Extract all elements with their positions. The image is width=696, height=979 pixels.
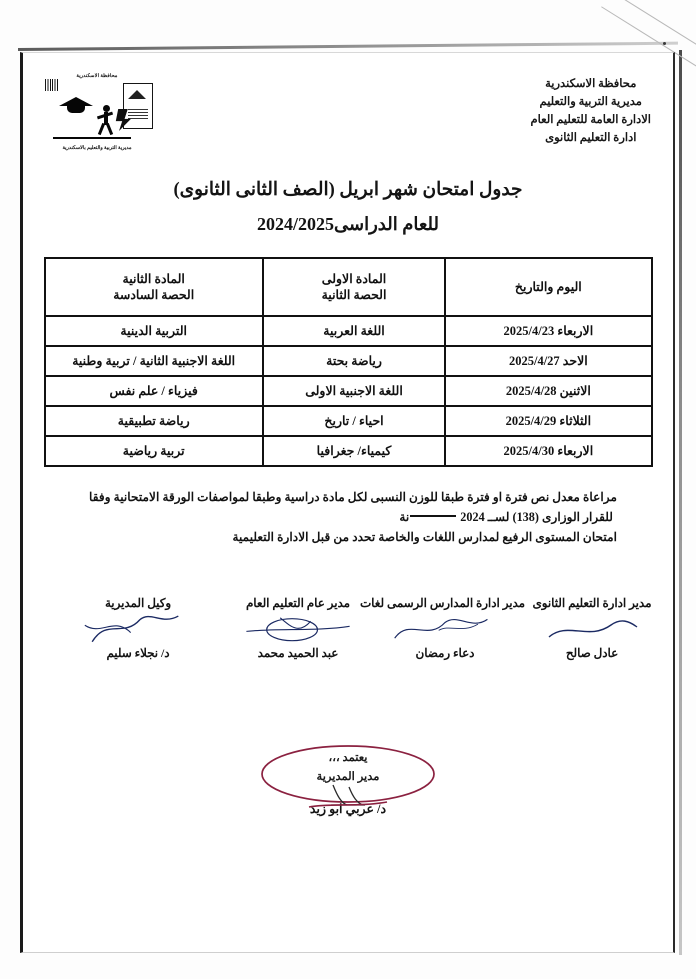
table-header-row	[46, 259, 651, 317]
signature-general-education-director	[223, 595, 373, 661]
handwritten-signature-icon	[537, 611, 647, 645]
table-row	[46, 407, 651, 437]
note-line-1: مراعاة معدل نص فترة او فترة طبقا للوزن النسبى لكل مادة دراسية وطبقا لمواصفات الورقة الامتحانية وفقا	[89, 490, 617, 504]
notes-block	[63, 487, 617, 547]
approval-handwritten-mark-icon	[303, 783, 393, 809]
handwritten-signature-icon	[243, 611, 353, 645]
column-header-day-date	[444, 259, 650, 317]
note-line-3: امتحان المستوى الرفيع لمدارس اللغات والخاصة تحدد من قبل الادارة التعليمية	[232, 530, 617, 544]
signature-secondary-education-director	[517, 595, 667, 661]
handwritten-signature-icon	[390, 611, 500, 645]
cell-subject-two: التربية الدينية	[46, 317, 262, 347]
approval-name: د/ عربي ابو زيد	[309, 802, 387, 816]
header-s1-line1: المادة الاولى	[321, 272, 387, 286]
table-row	[46, 347, 651, 377]
exam-schedule-table	[44, 257, 653, 467]
table-row	[46, 317, 651, 347]
header-date-line1: اليوم والتاريخ	[514, 280, 582, 294]
handwritten-signature-icon	[83, 611, 193, 645]
approval-block	[228, 749, 468, 817]
note-decree-prefix: للقرار الوزارى (138) لســ	[487, 510, 613, 524]
signature-name: د/ نجلاء سليم	[106, 646, 170, 660]
cell-subject-one: اللغة الاجنبية الاولى	[262, 377, 444, 407]
signature-directorate-deputy	[73, 595, 203, 661]
note-dash-filler	[410, 515, 456, 517]
note-decree-year: 2024	[460, 510, 485, 524]
graduation-cap-icon	[59, 97, 93, 107]
org-line-governorate: محافظة الاسكندرية	[545, 78, 637, 90]
organization-header	[531, 75, 651, 147]
cell-date: الاربعاء 2025/4/30	[444, 437, 650, 465]
signature-name: دعاء رمضان	[415, 646, 475, 660]
table-row	[46, 377, 651, 407]
header-s2-line2: الحصة السادسة	[113, 288, 195, 302]
signature-row	[23, 595, 673, 691]
column-header-subject-one	[262, 259, 444, 317]
cell-date: الثلاثاء 2025/4/29	[444, 407, 650, 437]
scan-edge-top	[18, 42, 678, 51]
org-line-secondary-admin: ادارة التعليم الثانوى	[545, 132, 637, 144]
student-figure-icon	[95, 105, 117, 133]
cell-subject-one: رياضة بحتة	[262, 347, 444, 377]
scan-edge-right	[679, 50, 682, 955]
note-line-2	[63, 507, 617, 527]
org-line-general-admin: الادارة العامة للتعليم العام	[530, 114, 651, 126]
header-s1-line2: الحصة الثانية	[321, 288, 387, 302]
logo-top-text: محافظة الاسكندرية	[76, 73, 118, 79]
page-title	[23, 175, 673, 239]
signature-name: عبد الحميد محمد	[257, 646, 339, 660]
cell-subject-one: كيمياء/ جغرافيا	[262, 437, 444, 465]
barcode-icon	[45, 79, 58, 91]
column-header-subject-two	[46, 259, 262, 317]
cell-subject-two: تربية رياضية	[46, 437, 262, 465]
signature-title: مدير ادارة التعليم الثانوى	[532, 596, 652, 610]
cell-subject-one: اللغة العربية	[262, 317, 444, 347]
logo-bottom-text: مديرية التربية والتعليم بالاسكندرية	[62, 145, 132, 151]
header-s2-line1: المادة الثانية	[122, 272, 185, 286]
exam-schedule-table-wrapper	[44, 257, 653, 467]
signature-title: وكيل المديرية	[104, 596, 172, 610]
cell-date: الاحد 2025/4/27	[444, 347, 650, 377]
logo-baseline	[53, 137, 131, 140]
signature-official-language-schools-director	[360, 595, 525, 661]
signature-name: عادل صالح	[565, 646, 619, 660]
cell-subject-one: احياء / تاريخ	[262, 407, 444, 437]
cell-subject-two: فيزياء / علم نفس	[46, 377, 262, 407]
cell-subject-two: رياضة تطبيقية	[46, 407, 262, 437]
cell-subject-two: اللغة الاجنبية الثانية / تربية وطنية	[46, 347, 262, 377]
table-body	[46, 317, 651, 465]
approval-label: يعتمد ،،،	[328, 752, 368, 764]
scan-corner-dot	[663, 42, 666, 45]
org-line-directorate: مديرية التربية والتعليم	[539, 96, 642, 108]
table-head	[46, 259, 651, 317]
table-row	[46, 437, 651, 465]
cell-date: الاثنين 2025/4/28	[444, 377, 650, 407]
signature-title: مدير عام التعليم العام	[246, 596, 350, 610]
directorate-logo	[43, 71, 155, 153]
title-line-2: للعام الدراسى2024/2025	[257, 214, 439, 234]
signature-title: مدير ادارة المدارس الرسمى لغات	[360, 596, 525, 610]
cell-date: الاربعاء 2025/4/23	[444, 317, 650, 347]
document-sheet	[20, 52, 675, 953]
document-header	[23, 53, 673, 161]
approval-role: مدير المديرية	[316, 771, 380, 783]
title-line-1: جدول امتحان شهر ابريل (الصف الثانى الثانوى)	[173, 180, 523, 200]
note-decree-suffix: نة	[399, 510, 410, 524]
